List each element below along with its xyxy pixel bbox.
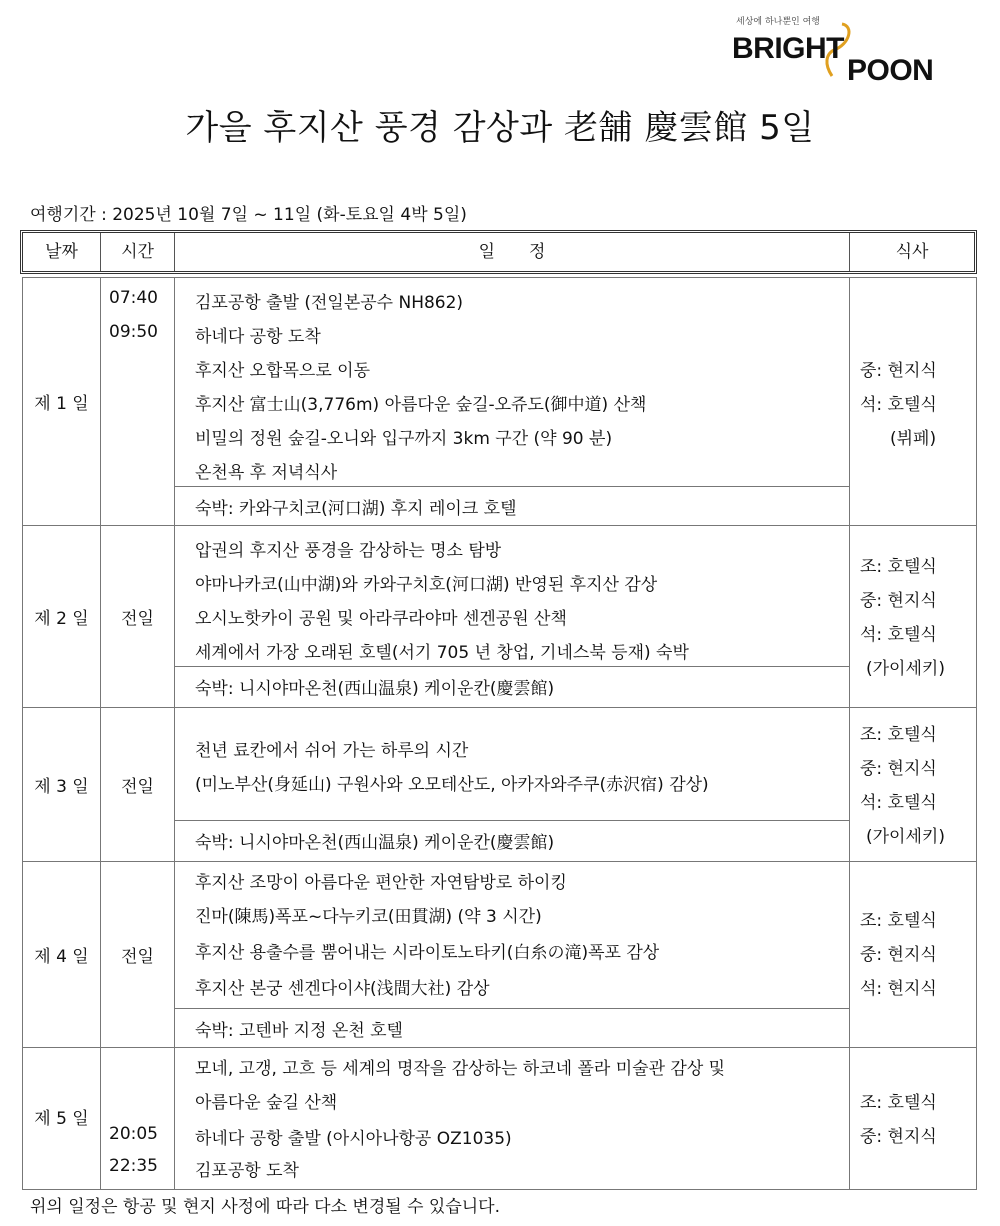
schedule-line: 야마나카코(山中湖)와 카와구치호(河口湖) 반영된 후지산 감상 (195, 575, 658, 595)
schedule-line: 모네, 고갱, 고흐 등 세계의 명작을 감상하는 하코네 폴라 미술관 감상 및 (195, 1059, 726, 1079)
lodging-row (175, 820, 849, 861)
meal-entry: 중: 현지식 (860, 945, 937, 965)
day-date: 제 2 일 (23, 526, 101, 707)
schedule-line: 온천욕 후 저녁식사 (195, 463, 338, 483)
meal-entry: (가이세키) (866, 659, 945, 679)
travel-period: 여행기간 : 2025년 10월 7일 ~ 11일 (화-토요일 4박 5일) (30, 205, 467, 225)
lodging-row (175, 486, 849, 525)
schedule-line: 하네다 공항 도착 (195, 327, 321, 347)
day-row (22, 1048, 977, 1190)
meal-entry: 석: 현지식 (860, 979, 937, 999)
day-time (101, 278, 175, 525)
header-schedule: 일 정 (175, 233, 850, 271)
day-schedule (175, 278, 850, 525)
page-title: 가을 후지산 풍경 감상과 老舗 慶雲館 5일 (185, 108, 815, 148)
meal-entry: (가이세키) (866, 827, 945, 847)
meal-entry: 석: 호텔식 (860, 625, 937, 645)
meal-entry: 조: 호텔식 (860, 557, 937, 577)
day-row (22, 526, 977, 708)
meal-entry: 석: 호텔식 (860, 793, 937, 813)
meal-entry: 조: 호텔식 (860, 911, 937, 931)
meal-entry: 중: 현지식 (860, 361, 937, 381)
logo-brand-right: POON (847, 54, 934, 87)
schedule-line: 후지산 본궁 센겐다이샤(浅間大社) 감상 (195, 979, 490, 999)
day-meals (850, 708, 976, 861)
header-time: 시간 (101, 233, 175, 271)
day-schedule (175, 526, 850, 707)
lodging-text: 숙박: 카와구치코(河口湖) 후지 레이크 호텔 (195, 499, 517, 519)
header-meal: 식사 (895, 242, 929, 262)
day-row (22, 862, 977, 1048)
logo-brand-left: BRIGHT (732, 32, 844, 65)
day-time: 전일 (101, 862, 175, 1047)
schedule-line: 김포공항 출발 (전일본공수 NH862) (195, 293, 464, 313)
lodging-row (175, 666, 849, 707)
schedule-line: 김포공항 도착 (195, 1161, 299, 1181)
day-schedule (175, 708, 850, 861)
time-entry: 09:50 (109, 322, 158, 342)
meal-entry: (뷔페) (890, 429, 937, 449)
day-time: 전일 (101, 526, 175, 707)
day-schedule (175, 862, 850, 1047)
schedule-line: 후지산 조망이 아름다운 편안한 자연탐방로 하이킹 (195, 873, 567, 893)
logo-tagline: 세상에 하나뿐인 여행 (736, 17, 820, 27)
lodging-text: 숙박: 니시야마온천(西山温泉) 케이운칸(慶雲館) (195, 833, 555, 853)
meal-entry: 중: 현지식 (860, 1127, 937, 1147)
header-date: 날짜 (23, 233, 101, 271)
day-time (101, 1048, 175, 1189)
schedule-line: 하네다 공항 출발 (아시아나항공 OZ1035) (195, 1129, 512, 1149)
time-entry: 20:05 (109, 1124, 158, 1144)
schedule-line: 천년 료칸에서 쉬어 가는 하루의 시간 (195, 741, 469, 761)
schedule-line: 세계에서 가장 오래된 호텔(서기 705 년 창업, 기네스북 등재) 숙박 (195, 643, 689, 663)
day-schedule (175, 1048, 850, 1189)
day-meals (850, 1048, 976, 1189)
meal-entry: 조: 호텔식 (860, 1093, 937, 1113)
schedule-line: 비밀의 정원 숲길-오니와 입구까지 3km 구간 (약 90 분) (195, 429, 613, 449)
lodging-text: 숙박: 니시야마온천(西山温泉) 케이운칸(慶雲館) (195, 679, 555, 699)
day-row (22, 708, 977, 862)
schedule-line: (미노부산(身延山) 구원사와 오모테산도, 아카자와주쿠(赤沢宿) 감상) (195, 775, 709, 795)
time-entry: 07:40 (109, 288, 158, 308)
meal-entry: 중: 현지식 (860, 759, 937, 779)
day-meals (850, 526, 976, 707)
lodging-text: 숙박: 고텐바 지정 온천 호텔 (195, 1021, 403, 1041)
day-date: 제 5 일 (23, 1048, 101, 1189)
time-entry: 22:35 (109, 1156, 158, 1176)
brand-logo (732, 12, 942, 87)
schedule-line: 진마(陳馬)폭포~다누키코(田貫湖) (약 3 시간) (195, 907, 542, 927)
day-date: 제 4 일 (23, 862, 101, 1047)
day-meals (850, 278, 976, 525)
meal-entry: 조: 호텔식 (860, 725, 937, 745)
schedule-line: 오시노핫카이 공원 및 아라쿠라야마 센겐공원 산책 (195, 609, 567, 629)
day-date: 제 1 일 (23, 278, 101, 525)
schedule-line: 후지산 오합목으로 이동 (195, 361, 371, 381)
day-meals (850, 862, 976, 1047)
schedule-line: 압권의 후지산 풍경을 감상하는 명소 탐방 (195, 541, 502, 561)
schedule-line: 후지산 용출수를 뿜어내는 시라이토노타키(白糸の滝)폭포 감상 (195, 943, 660, 963)
day-date: 제 3 일 (23, 708, 101, 861)
disclaimer-note: 위의 일정은 항공 및 현지 사정에 따라 다소 변경될 수 있습니다. (30, 1197, 500, 1217)
lodging-row (175, 1008, 849, 1047)
meal-entry: 중: 현지식 (860, 591, 937, 611)
schedule-line: 후지산 富士山(3,776m) 아름다운 숲길-오쥬도(御中道) 산책 (195, 395, 647, 415)
meal-entry: 석: 호텔식 (860, 395, 937, 415)
day-time: 전일 (101, 708, 175, 861)
day-row (22, 277, 977, 526)
schedule-line: 아름다운 숲길 산책 (195, 1093, 338, 1113)
table-header (20, 230, 977, 274)
